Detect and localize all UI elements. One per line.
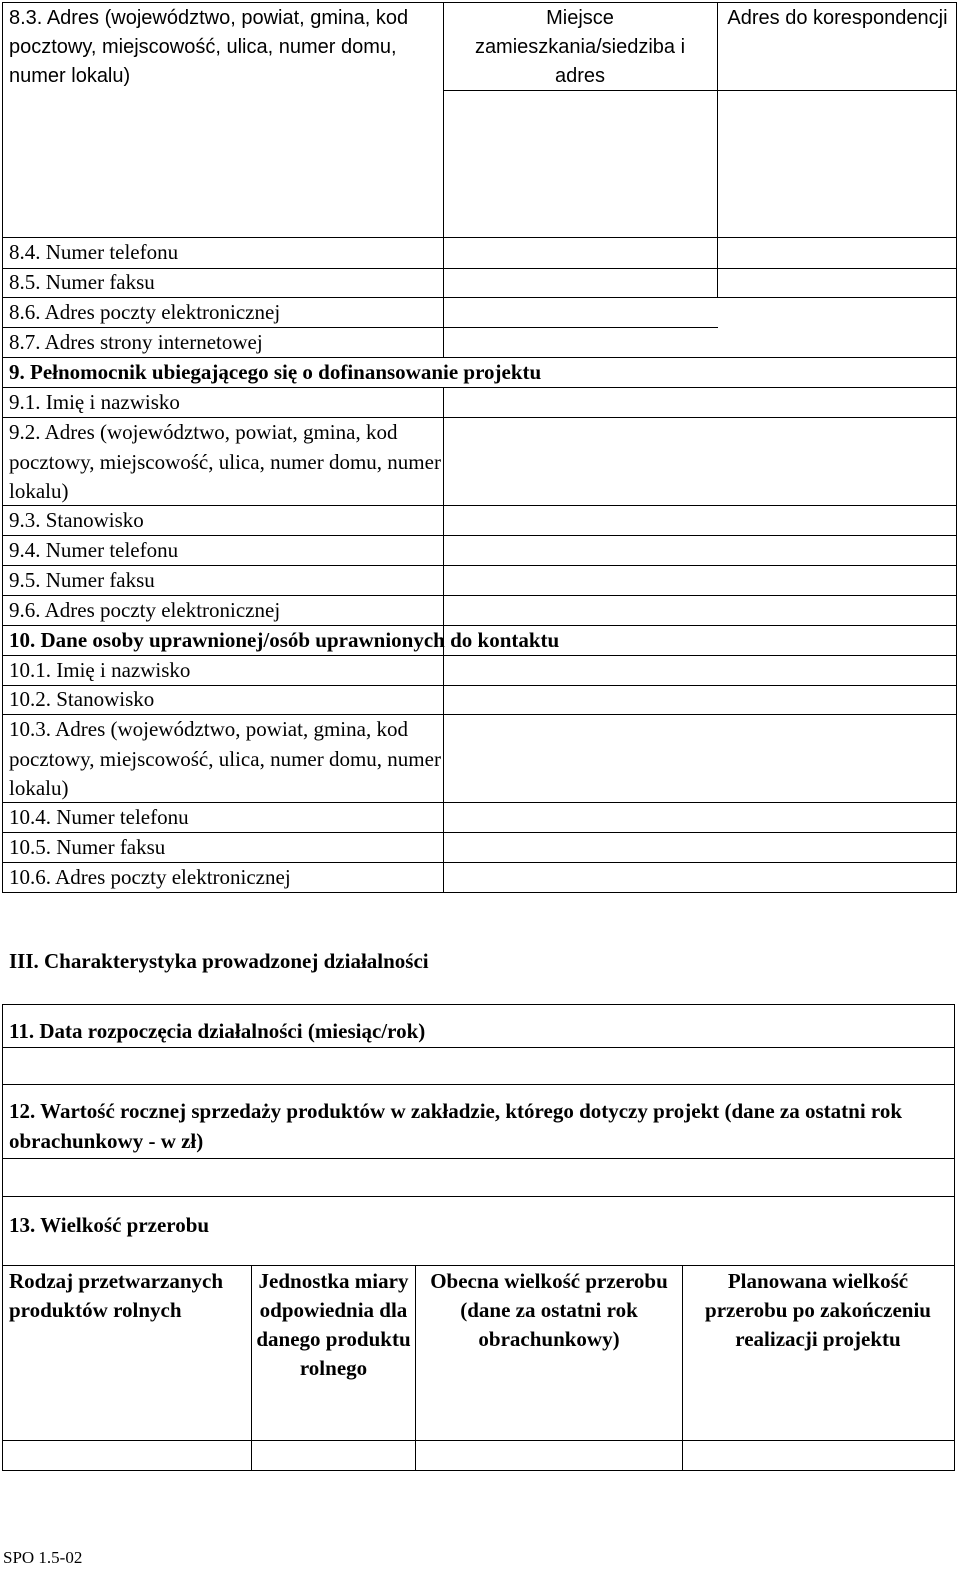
fax-label-8-5: 8.5. Numer faksu <box>9 270 155 294</box>
section-10-heading: 10. Dane osoby uprawnionej/osób uprawnionych do kontaktu <box>9 628 560 652</box>
table-line <box>251 1265 252 1471</box>
address-label-9-2: 9.2. Adres (województwo, powiat, gmina, kod pocztowy, miejscowość, ulica, numer domu, numer lokalu) <box>9 420 441 503</box>
column-header-correspondence: Adres do korespondencji <box>727 7 948 29</box>
column-header-product-type: Rodzaj przetwarzanych produktów rolnych <box>9 1269 224 1322</box>
table-line <box>954 1084 955 1197</box>
item-13-label: 13. Wielkość przerobu <box>9 1213 210 1237</box>
address-label-10-3: 10.3. Adres (województwo, powiat, gmina, kod pocztowy, miejscowość, ulica, numer domu, numer lokalu) <box>9 717 441 800</box>
table-line <box>415 1265 416 1471</box>
table-line <box>2 1265 955 1266</box>
table-line <box>443 387 444 655</box>
name-label-9-1: 9.1. Imię i nazwisko <box>9 390 180 414</box>
section-9-heading: 9. Pełnomocnik ubiegającego się o dofinansowanie projektu <box>9 360 542 384</box>
email-label-10-6: 10.6. Adres poczty elektronicznej <box>9 865 291 889</box>
table-line <box>2 1004 955 1005</box>
footer-form-code: SPO 1.5-02 <box>3 1548 83 1567</box>
column-header-planned-volume: Planowana wielkość przerobu po zakończeniu realizacji projektu <box>705 1269 931 1351</box>
table-line <box>443 2 444 358</box>
table-line <box>2 1158 955 1159</box>
table-line <box>2 1084 3 1197</box>
name-label-10-1: 10.1. Imię i nazwisko <box>9 658 191 682</box>
table-line <box>2 2 957 3</box>
table-line <box>2 2 3 893</box>
table-line <box>954 1004 955 1085</box>
item-11-label: 11. Data rozpoczęcia działalności (miesiąc/rok) <box>9 1019 426 1043</box>
phone-label-10-4: 10.4. Numer telefonu <box>9 805 189 829</box>
column-header-unit: Jednostka miary odpowiednia dla danego produktu rolnego <box>256 1269 411 1380</box>
table-line <box>2 1196 3 1471</box>
website-label-8-7: 8.7. Adres strony internetowej <box>9 330 263 354</box>
email-label-9-6: 9.6. Adres poczty elektronicznej <box>9 598 281 622</box>
fax-label-9-5: 9.5. Numer faksu <box>9 568 155 592</box>
email-label-8-6: 8.6. Adres poczty elektronicznej <box>9 300 281 324</box>
table-line <box>443 655 444 893</box>
table-line <box>682 1265 683 1471</box>
table-line <box>717 2 718 298</box>
section-III-heading: III. Charakterystyka prowadzonej działalności <box>9 949 429 973</box>
table-line <box>2 1470 955 1471</box>
phone-label-8-4: 8.4. Numer telefonu <box>9 240 179 264</box>
fax-label-10-5: 10.5. Numer faksu <box>9 835 166 859</box>
table-line <box>2 1196 955 1197</box>
position-label-10-2: 10.2. Stanowisko <box>9 687 155 711</box>
position-label-9-3: 9.3. Stanowisko <box>9 508 144 532</box>
table-line <box>2 1084 955 1085</box>
table-line <box>2 1047 955 1048</box>
table-line <box>954 1196 955 1471</box>
phone-label-9-4: 9.4. Numer telefonu <box>9 538 179 562</box>
table-line <box>2 1004 3 1085</box>
item-12-label: 12. Wartość rocznej sprzedaży produktów w zakładzie, którego dotyczy projekt (dane za ostatni rok obrachunkowy - w zł) <box>9 1099 903 1153</box>
table-line <box>2 1440 955 1441</box>
column-header-current-volume: Obecna wielkość przerobu (dane za ostatni rok obrachunkowy) <box>430 1269 668 1351</box>
column-header-residence: Miejsce zamieszkania/siedziba i adres <box>474 7 686 87</box>
table-line <box>956 2 957 893</box>
address-label-8-3: 8.3. Adres (województwo, powiat, gmina, kod pocztowy, miejscowość, ulica, numer domu, numer lokalu) <box>9 7 409 87</box>
